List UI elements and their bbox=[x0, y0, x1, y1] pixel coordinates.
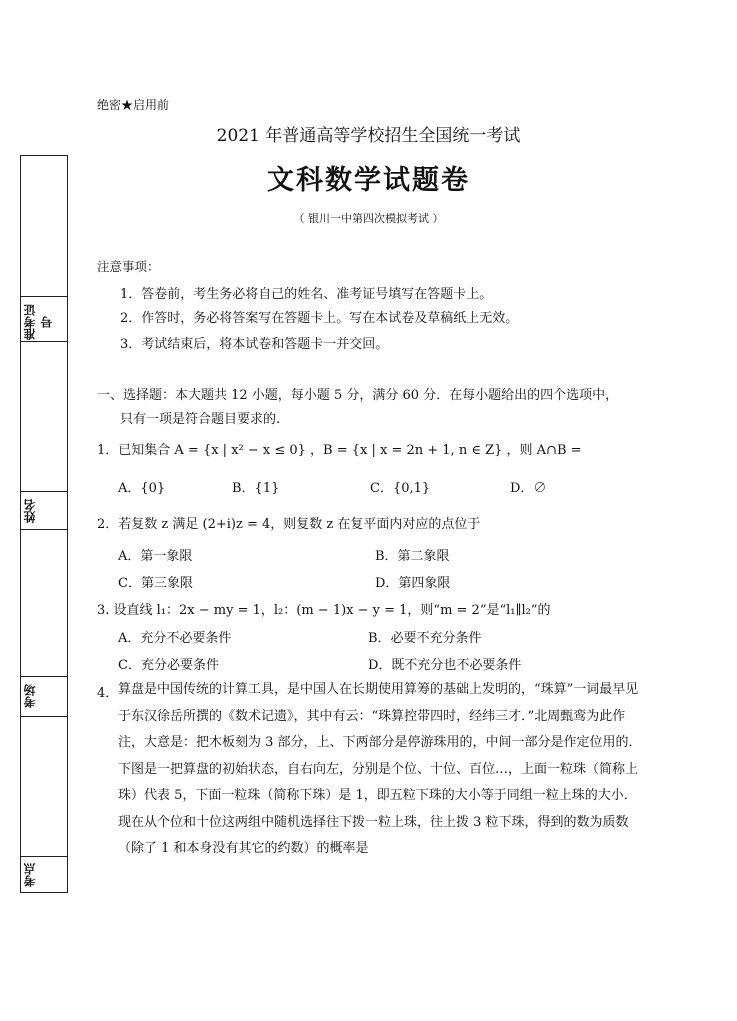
section-heading-cont: 只有一项是符合题目要求的. bbox=[120, 412, 281, 427]
sidebar-divider bbox=[21, 716, 67, 717]
question-1-option-c: C．{0,1} bbox=[370, 481, 431, 496]
candidate-info-sidebar bbox=[20, 155, 68, 893]
sidebar-divider bbox=[21, 491, 67, 492]
question-3-option-c: C．充分必要条件 bbox=[118, 658, 219, 673]
sidebar-divider bbox=[21, 856, 67, 857]
question-2-option-b: B．第二象限 bbox=[375, 549, 450, 564]
question-1-stem: 1．已知集合 A = {x | x² − x ≤ 0} ，B = {x | x = 2n + 1, n ∈ Z} ，则 A∩B = bbox=[97, 443, 582, 458]
section-heading: 一、选择题：本大题共 12 小题，每小题 5 分，满分 60 分．在每小题给出的四个选项中， bbox=[97, 388, 619, 403]
question-2-option-c: C．第三象限 bbox=[118, 576, 193, 591]
question-2-stem: 2．若复数 z 满足 (2+i)z = 4，则复数 z 在复平面内对应的点位于 bbox=[97, 517, 481, 532]
sidebar-divider bbox=[21, 529, 67, 530]
question-2-option-d: D．第四象限 bbox=[375, 576, 451, 591]
question-4-text: 算盘是中国传统的计算工具，是中国人在长期使用算筹的基础上发明的，“珠算”一词最早见于东汉徐岳所撰的《数术记遗》，其中有云：“珠算控带四时，经纬三才．”北周甄鸾为此作注，大意是：把木板刻为 3 部分，上、下两部分是停游珠用的，中间一部分是作定位用的．下图是一把算盘的初始状态，自右向左，分别是个位、十位、百位…，上面一粒珠（简称上珠）代表 5，下面一粒珠（简称下珠）是 1，即五粒下珠的大小等于同组一粒上珠的大小．现在从个位和十位这两组中随机选择往下拨一粒上珠，往上拨 3 粒下珠，得到的数为质数（除了 1 和本身没有其它的约数）的概率是 bbox=[118, 682, 642, 856]
exam-year-line: 2021 年普通高等学校招生全国统一考试 bbox=[216, 126, 521, 146]
question-3-stem: 3. 设直线 l₁：2x − my = 1，l₂：(m − 1)x − y = 1，则“m = 2”是“l₁∥l₂”的 bbox=[97, 603, 551, 618]
question-2-option-a: A．第一象限 bbox=[118, 549, 193, 564]
question-1-option-b: B．{1} bbox=[232, 481, 280, 496]
notice-heading: 注意事项： bbox=[97, 259, 160, 274]
question-3-option-b: B．必要不充分条件 bbox=[368, 631, 482, 646]
page-title: 文科数学试题卷 bbox=[267, 165, 470, 196]
sidebar-field-exam-room: 考场 bbox=[23, 684, 37, 708]
notice-item: 2．作答时，务必将答案写在答题卡上。写在本试卷及草稿纸上无效。 bbox=[120, 311, 519, 326]
sidebar-divider bbox=[21, 676, 67, 677]
confidential-mark: 绝密★启用前 bbox=[97, 98, 170, 112]
sidebar-field-name: 姓名 bbox=[23, 499, 37, 523]
sidebar-divider bbox=[21, 296, 67, 297]
question-1-option-d: D．∅ bbox=[510, 481, 547, 496]
question-1-option-a: A．{0} bbox=[118, 481, 166, 496]
question-3-option-d: D．既不充分也不必要条件 bbox=[368, 658, 522, 673]
question-4-number: 4． bbox=[97, 686, 119, 701]
sidebar-field-exam-number: 准考证号 bbox=[23, 304, 54, 340]
sidebar-divider bbox=[21, 341, 67, 342]
question-3-option-a: A．充分不必要条件 bbox=[118, 631, 232, 646]
notice-item: 3．考试结束后，将本试卷和答题卡一并交回。 bbox=[120, 337, 389, 352]
sidebar-field-exam-site: 考点 bbox=[23, 863, 37, 887]
notice-item: 1．答卷前，考生务必将自己的姓名、准考证号填写在答题卡上。 bbox=[120, 287, 493, 302]
page-subtitle: （ 银川一中第四次模拟考试 ） bbox=[293, 212, 444, 225]
